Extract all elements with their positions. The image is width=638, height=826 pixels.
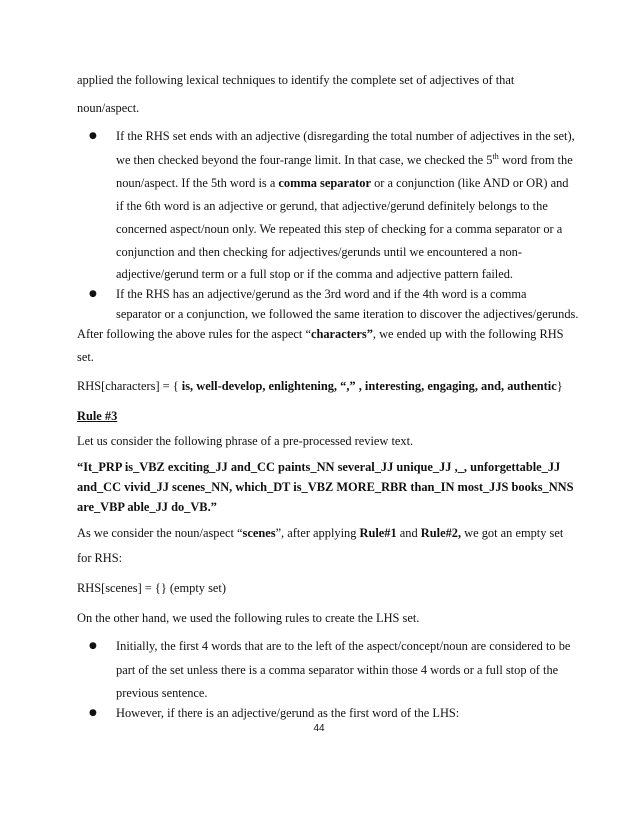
bullet-2-line-1: If the RHS has an adjective/gerund as the 3rd word and if the 4th word is a comma: [116, 287, 527, 301]
bullet-2-marker: ●: [89, 289, 97, 299]
bullet-2-line-2: separator or a conjunction, we followed the same iteration to discover the adjectives/gerunds.: [116, 307, 579, 321]
after-line-1: After following the above rules for the aspect “characters”, we ended up with the following RHS: [77, 327, 564, 341]
bullet-1-line-2: we then checked beyond the four-range limit. In that case, we checked the 5th word from the: [116, 152, 573, 167]
bullet-4-marker: ●: [89, 708, 97, 718]
quote-line-2: and_CC vivid_JJ scenes_NN, which_DT is_VBZ MORE_RBR than_IN most_JJS books_NNS: [77, 480, 574, 494]
bullet-4-line-1: However, if there is an adjective/gerund as the first word of the LHS:: [116, 706, 460, 720]
bullet-3-line-1: Initially, the first 4 words that are to the left of the aspect/concept/noun are considered to be: [116, 639, 571, 653]
bullet-1-line-3: noun/aspect. If the 5th word is a comma separator or a conjunction (like AND or OR) and: [116, 176, 569, 190]
lhs-intro: On the other hand, we used the following rules to create the LHS set.: [77, 611, 420, 625]
bullet-1-line-5: concerned aspect/noun only. We repeated this step of checking for a comma separator or a: [116, 222, 563, 236]
scenes-line-2: for RHS:: [77, 551, 123, 565]
rhs-scenes-set: RHS[scenes] = {} (empty set): [77, 581, 226, 595]
bullet-3-line-2: part of the set unless there is a comma separator within those 4 words or a full stop of the: [116, 663, 559, 677]
bullet-3-marker: ●: [89, 641, 97, 651]
bullet-1-line-7: adjective/gerund term or a full stop or if the comma and adjective pattern failed.: [116, 267, 514, 281]
intro-line-1: applied the following lexical techniques to identify the complete set of adjectives of that: [77, 73, 515, 87]
comma-separator-term: comma separator: [278, 176, 371, 190]
bullet-3-line-3: previous sentence.: [116, 686, 208, 700]
rule-3-heading: Rule #3: [77, 409, 118, 423]
bullet-1-line-1: If the RHS set ends with an adjective (disregarding the total number of adjectives in the set),: [116, 129, 575, 143]
superscript-th: th: [492, 152, 499, 161]
bullet-1-line-4: if the 6th word is an adjective or gerund, that adjective/gerund definitely belongs to the: [116, 199, 548, 213]
quote-line-1: “It_PRP is_VBZ exciting_JJ and_CC paints_NN several_JJ unique_JJ ,_, unforgettable_JJ: [77, 460, 561, 474]
bullet-1-line-6: conjunction and then checking for adjectives/gerunds until we encountered a non-: [116, 245, 522, 259]
characters-term: characters”: [310, 327, 373, 341]
after-line-2: set.: [77, 350, 94, 364]
rule-3-intro: Let us consider the following phrase of a pre-processed review text.: [77, 434, 414, 448]
rhs-characters-items: is, well-develop, enlightening, “,” , interesting, engaging, and, authentic: [181, 379, 557, 393]
intro-line-2: noun/aspect.: [77, 101, 140, 115]
scenes-line-1: As we consider the noun/aspect “scenes”, after applying Rule#1 and Rule#2, we got an empty set: [77, 526, 564, 540]
rhs-characters-set: RHS[characters] = { is, well-develop, enlightening, “,” , interesting, engaging, and, authentic}: [77, 379, 563, 393]
bullet-1-marker: ●: [89, 131, 97, 141]
quote-line-3: are_VBP able_JJ do_VB.”: [77, 500, 217, 514]
page-number: 44: [313, 723, 325, 734]
